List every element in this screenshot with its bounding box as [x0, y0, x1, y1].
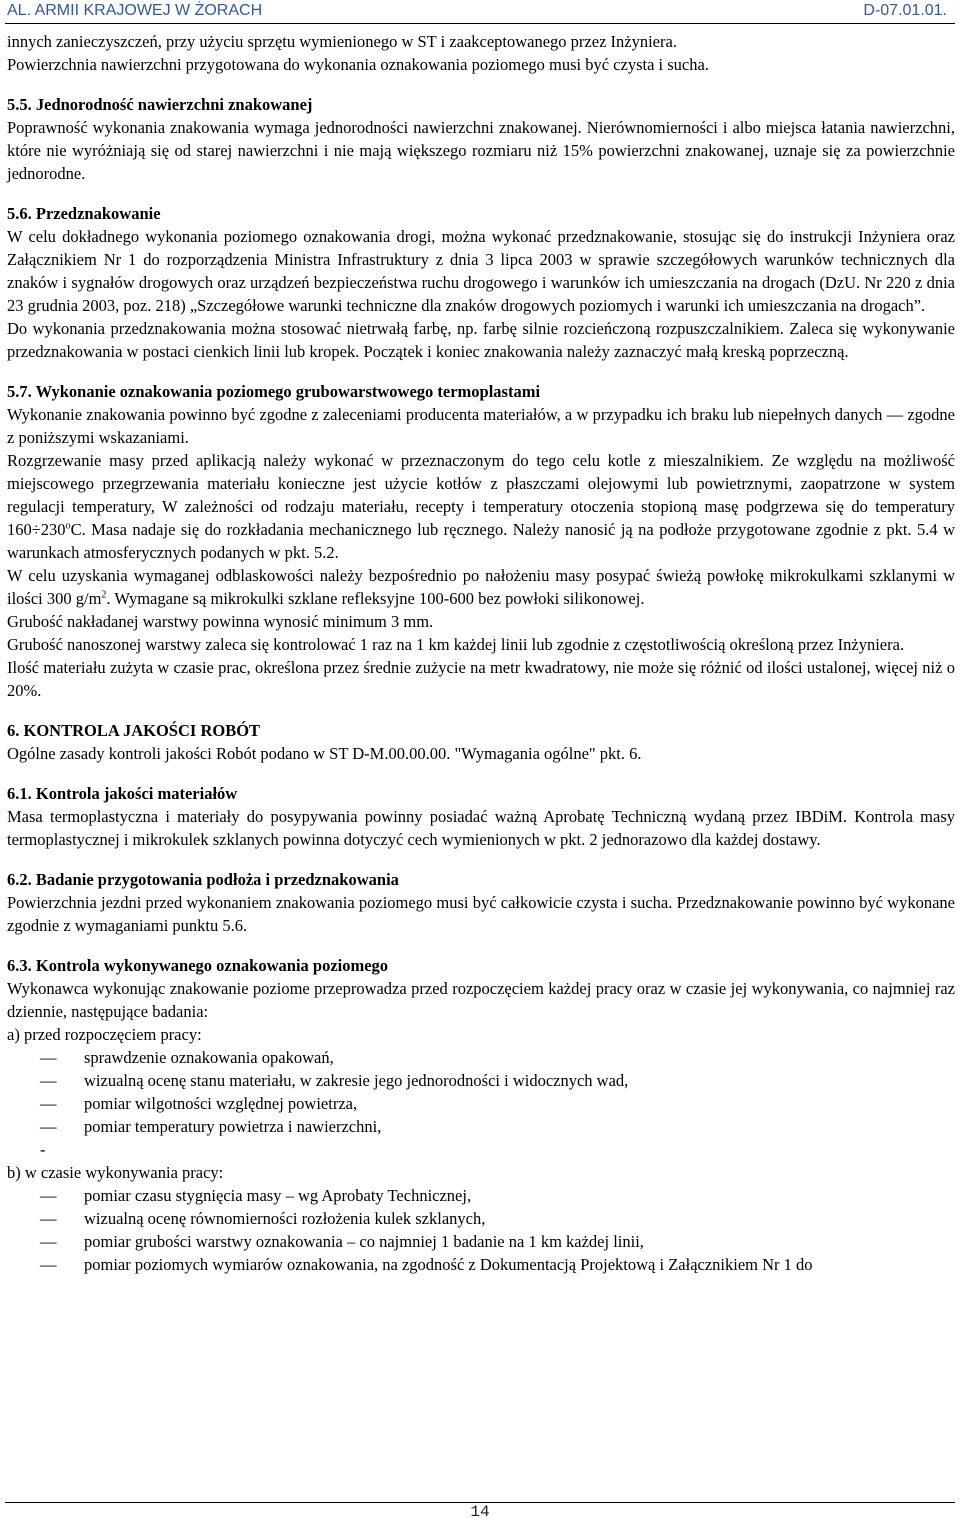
section-5-7-text-2: Rozgrzewanie masy przed aplikacją należy wykonać w przeznaczonym do tego celu kotle z mieszalnikiem. Ze względu na możliwość miejscowego przegrzewania materiału konieczne jest użycie kotłów z płaszczami olejowymi lub powietrznymi, zaopatrzone w system regulacji temperatury, W zależności od rodzaju materiału, recepty i temperatury otoczenia stopioną masę podgrzewa się do temperatury $160\div 230^oC$. Masa nadaje się do rozkładania mechanicznego lub ręcznego. Należy nanosić ją na podłoże przygotowane zgodnie z pkt. 5.4 w warunkach atmosferycznych podanych w pkt. 5.2. [7, 451, 955, 562]
section-5-7-text-5: Grubość nanoszonej warstwy zaleca się kontrolować 1 raz na 1 km każdej linii lub zgodnie z częstotliwością określoną przez Inżyniera. [7, 635, 905, 654]
list-a [7, 1046, 955, 1138]
section-6-1-text: Masa termoplastyczna i materiały do posypywania powinny posiadać ważną Aprobatę Techniczną wydaną przez IBDiM. Kontrola masy termoplastycznej i mikrokulek szklanych powinna dotyczyć cech wymienionych w pkt. 2 jednorazowo dla każdej dostawy. [7, 807, 955, 849]
section-6-text: Ogólne zasady kontroli jakości Robót podano w ST D-M.00.00.00. "Wymagania ogólne" pkt. 6. [7, 744, 642, 763]
intro-line-2: Powierzchnia nawierzchni przygotowana do wykonania oznakowania poziomego musi być czysta i sucha. [7, 55, 709, 74]
section-5-5-text: Poprawność wykonania znakowania wymaga jednorodności nawierzchni znakowanej. Nierównomierności i albo miejsca łatania nawierzchni, które nie wyróżniają się od starej nawierzchni i nie mają większego rozmiaru niż 15% powierzchni znakowanej, uznaje się za powierzchnie jednorodne. [7, 118, 955, 183]
list-item: — wizualną ocenę stanu materiału, w zakresie jego jednorodności i widocznych wad, [7, 1069, 955, 1092]
intro-line-1: innych zanieczyszczeń, przy użyciu sprzętu wymienionego w ST i zaakceptowanego przez Inżyniera. [7, 32, 677, 51]
list-item: — wizualną ocenę równomierności rozłożenia kulek szklanych, [7, 1207, 955, 1230]
list-b [7, 1184, 955, 1276]
section-5-7-heading: 5.7. Wykonanie oznakowania poziomego grubowarstwowego termoplastami [7, 382, 541, 401]
document-body [7, 30, 955, 1276]
list-item: — sprawdzenie oznakowania opakowań, [7, 1046, 955, 1069]
section-5-6-text-2: Do wykonania przedznakowania można stosować nietrwałą farbę, np. farbę silnie rozcieńczoną rozpuszczalnikiem. Zaleca się wykonywanie przedznakowania w postaci cienkich linii lub kropek. Początek i koniec znakowania należy zaznaczyć małą kreską poprzeczną. [7, 319, 955, 361]
lone-dash: - [40, 1140, 46, 1159]
section-5-7-text-6: Ilość materiału zużyta w czasie prac, określona przez średnie zużycie na metr kwadratowy, nie może się różnić od ilości ustalonej, więcej niż o 20%. [7, 658, 955, 700]
header-rule [5, 23, 955, 24]
section-6-1-heading: 6.1. Kontrola jakości materiałów [7, 784, 238, 803]
section-5-7-text-3: W celu uzyskania wymaganej odblaskowości należy bezpośrednio po nałożeniu masy posypać świeżą powłokę mikrokulkami szklanymi w ilości 300 $g/m^2$. Wymagane są mikrokulki szklane refleksyjne 100-600 bez powłoki silikonowej. [7, 566, 955, 608]
page-number: 14 [470, 1503, 490, 1521]
header-title: AL. ARMII KRAJOWEJ W ŻORACH [7, 2, 263, 19]
section-5-7-text-1: Wykonanie znakowania powinno być zgodne z zaleceniami producenta materiałów, a w przypadku ich braku lub niepełnych danych — zgodne z poniższymi wskazaniami. [7, 405, 955, 447]
list-item: — pomiar grubości warstwy oznakowania – co najmniej 1 badanie na 1 km każdej linii, [7, 1230, 955, 1253]
section-5-6-text-1: W celu dokładnego wykonania poziomego oznakowania drogi, można wykonać przedznakowanie, stosując się do instrukcji Inżyniera oraz Załącznikiem Nr 1 do rozporządzenia Ministra Infrastruktury z dnia 3 lipca 2003 w sprawie szczegółowych warunków technicznych dla znaków i sygnałów drogowych oraz urządzeń bezpieczeństwa ruchu drogowego i warunków ich umieszczania na drogach (DzU. Nr 220 z dnia 23 grudnia 2003, poz. 218) „Szczegółowe warunki techniczne dla znaków drogowych poziomych i warunki ich umieszczania na drogach”. [7, 227, 955, 315]
section-6-3-heading: 6.3. Kontrola wykonywanego oznakowania poziomego [7, 956, 389, 975]
list-item: — pomiar wilgotności względnej powietrza, [7, 1092, 955, 1115]
header-doc-code: D-07.01.01. [863, 2, 947, 19]
section-6-3-text: Wykonawca wykonując znakowanie poziome przeprowadza przed rozpoczęciem każdej pracy oraz w czasie jej wykonywania, co najmniej raz dziennie, następujące badania: [7, 979, 955, 1021]
section-6-2-heading: 6.2. Badanie przygotowania podłoża i przedznakowania [7, 870, 399, 889]
section-5-5-heading: 5.5. Jednorodność nawierzchni znakowanej [7, 95, 313, 114]
list-item: — pomiar poziomych wymiarów oznakowania, na zgodność z Dokumentacją Projektową i Załącznikiem Nr 1 do [7, 1253, 955, 1276]
list-item: — pomiar czasu stygnięcia masy – wg Aprobaty Technicznej, [7, 1184, 955, 1207]
section-5-7-text-4: Grubość nakładanej warstwy powinna wynosić minimum 3 mm. [7, 612, 434, 631]
list-a-label: a) przed rozpoczęciem pracy: [7, 1025, 202, 1044]
section-5-6-heading: 5.6. Przedznakowanie [7, 204, 161, 223]
list-item: — pomiar temperatury powietrza i nawierzchni, [7, 1115, 955, 1138]
running-header [7, 2, 953, 22]
section-6-2-text: Powierzchnia jezdni przed wykonaniem znakowania poziomego musi być całkowicie czysta i sucha. Przedznakowanie powinno być wykonane zgodnie z wymaganiami punktu 5.6. [7, 893, 955, 935]
list-b-label: b) w czasie wykonywania pracy: [7, 1163, 224, 1182]
section-6-heading: 6. KONTROLA JAKOŚCI ROBÓT [7, 721, 261, 740]
